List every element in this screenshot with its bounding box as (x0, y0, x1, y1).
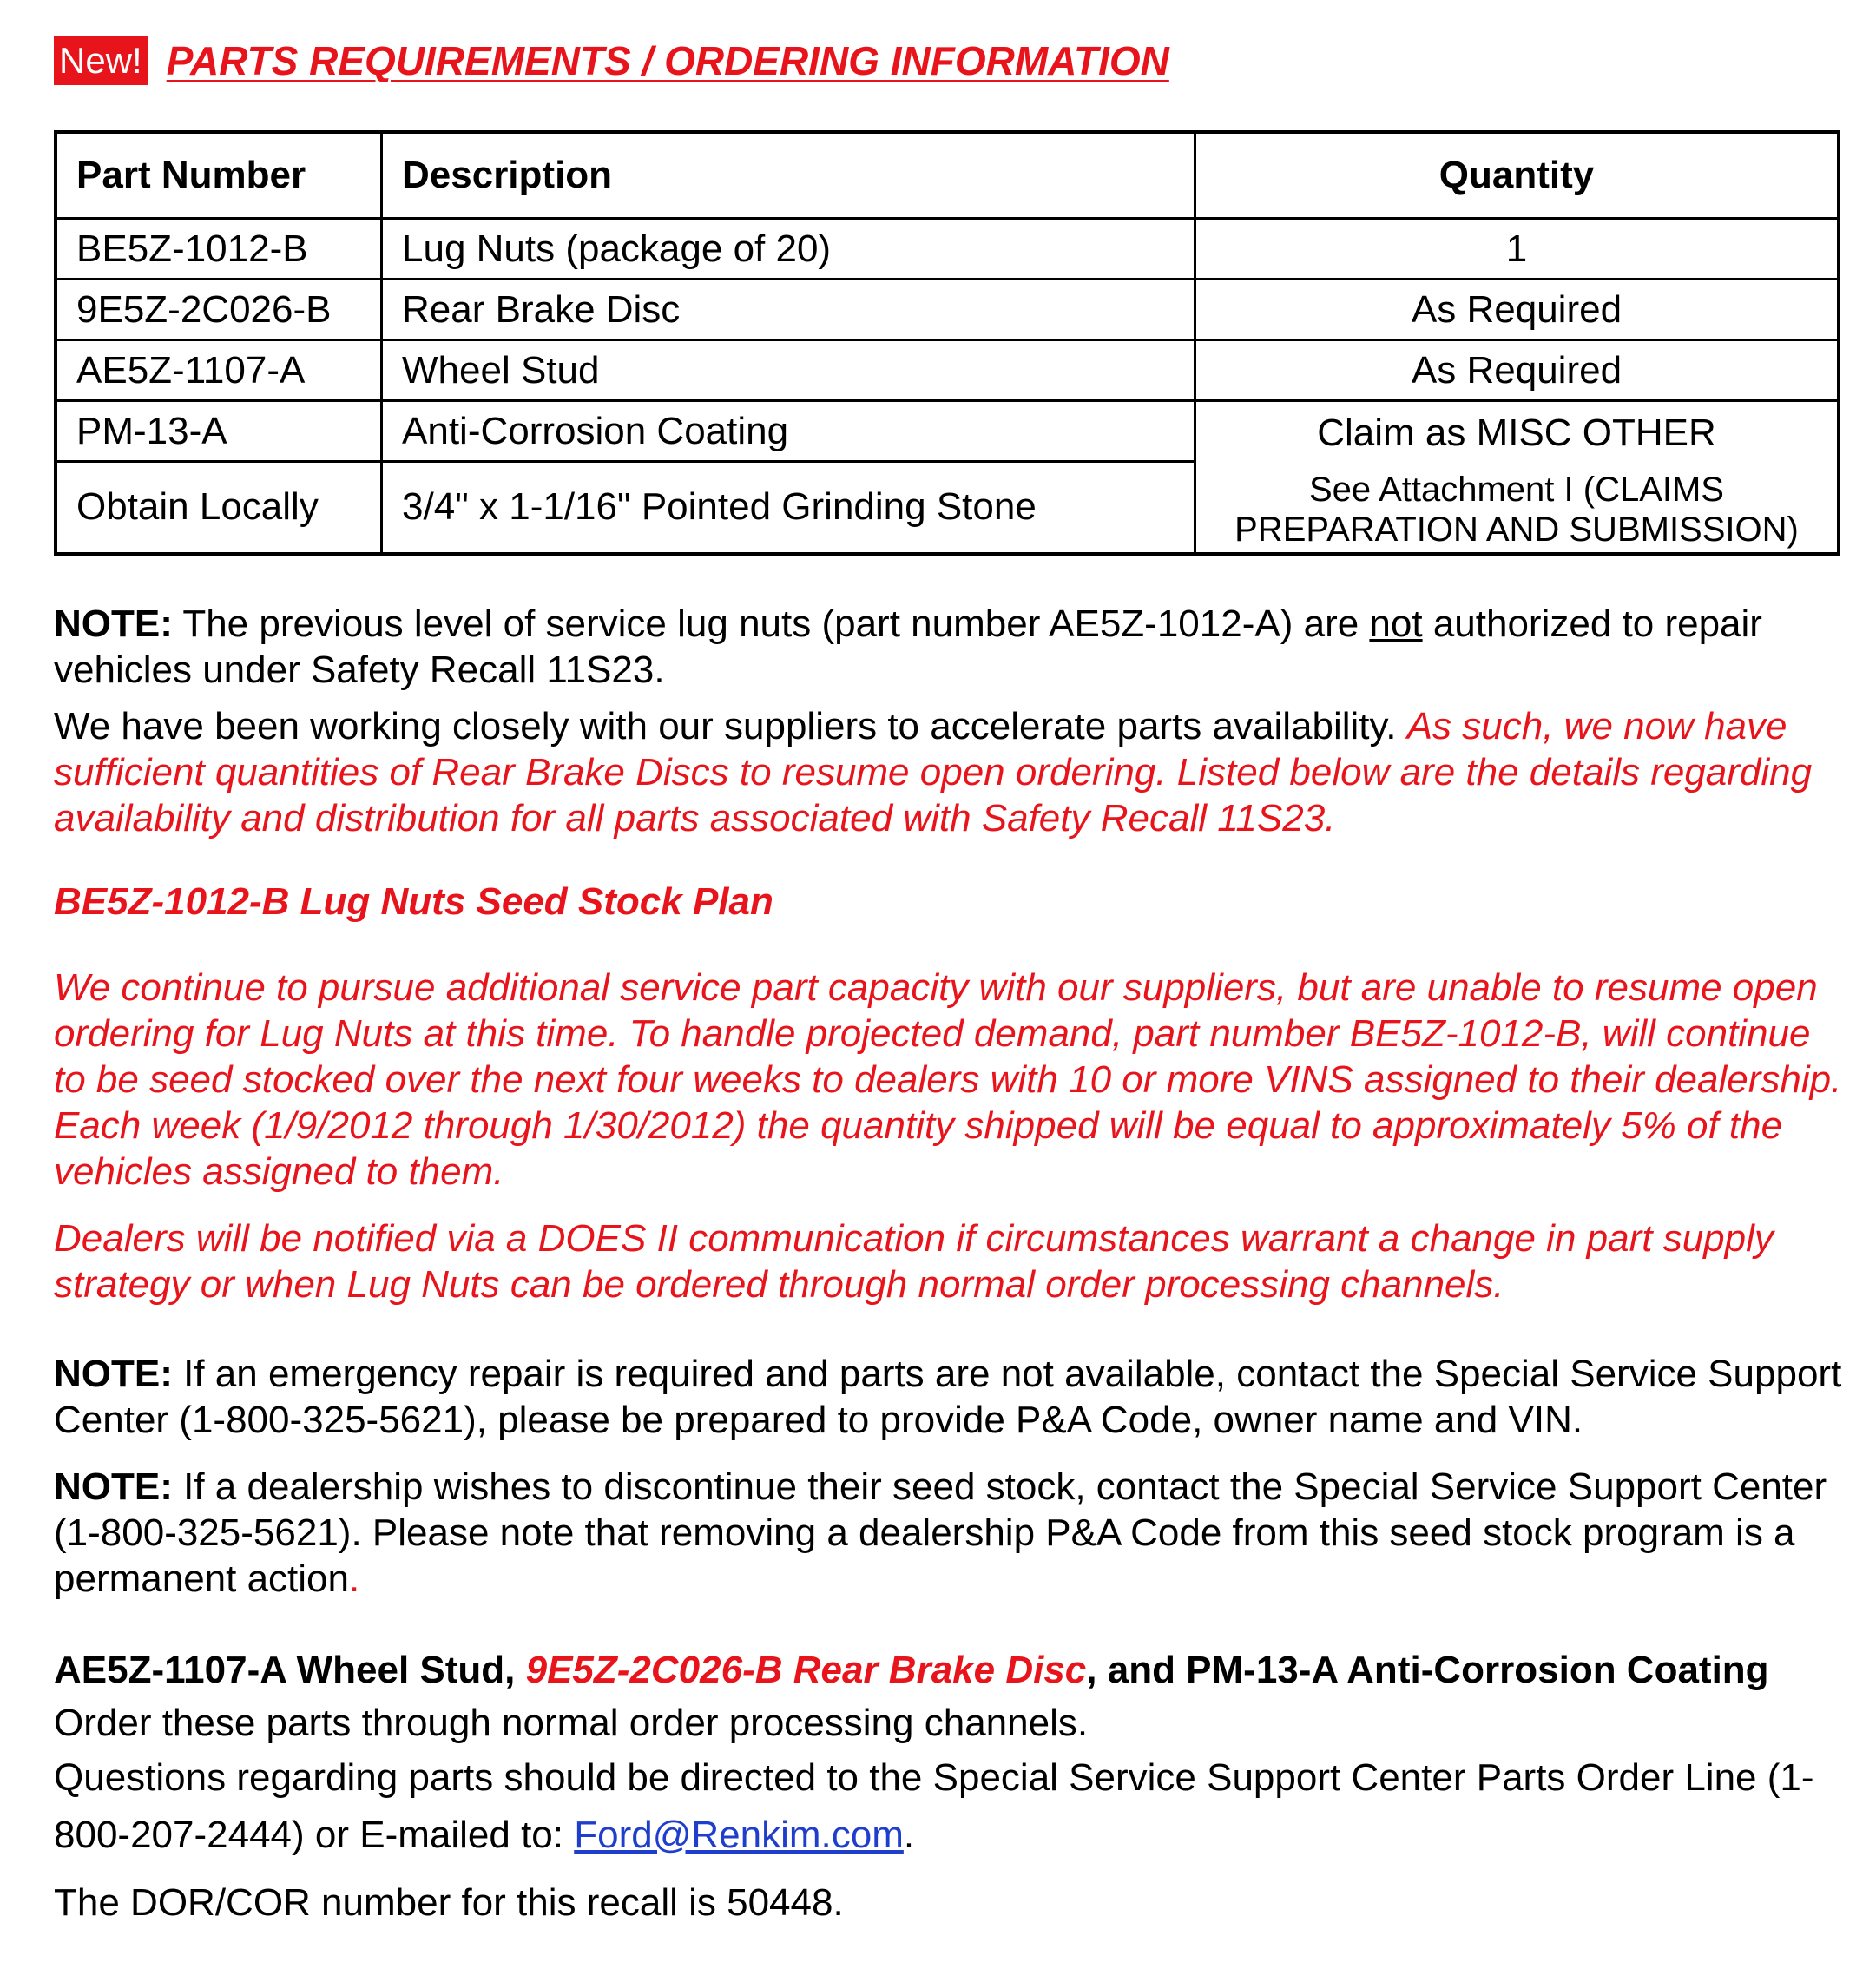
note-label: NOTE: (54, 602, 173, 645)
seed-stock-body: We continue to pursue additional service part capacity with our suppliers, but are unable to resume open ordering for Lug Nuts at this time. To handle projected demand, part number BE5Z-1012-B, will continue to be seed stocked over the next four weeks to dealers with 10 or more VINS assigned to their dealership. Each week (1/9/2012 through 1/30/2012) the quantity shipped will be equal to approximately 5% of the vehicles assigned to them. (54, 965, 1842, 1193)
dor-cor-number: The DOR/COR number for this recall is 50448. (54, 1880, 844, 1924)
note-previous-lug-nuts (54, 601, 1842, 693)
header-quantity: Quantity (1195, 132, 1840, 219)
questions-period: . (903, 1813, 915, 1856)
misc-claim-text: Claim as MISC OTHER (1317, 412, 1716, 454)
description-cell: Lug Nuts (package of 20) (382, 219, 1195, 280)
table-row (56, 280, 1839, 340)
part-number-cell: 9E5Z-2C026-B (56, 280, 382, 340)
quantity-misc-cell (1195, 401, 1840, 554)
stud-title-part2: , and PM-13-A Anti-Corrosion Coating (1086, 1648, 1769, 1691)
note-text: authorized to repair vehicles under Safety Recall 11S23. (54, 602, 1762, 691)
description-cell: Anti-Corrosion Coating (382, 401, 1195, 462)
note-period: . (349, 1557, 360, 1600)
description-cell: Wheel Stud (382, 340, 1195, 401)
note-text: The previous level of service lug nuts (part number AE5Z-1012-A) are (172, 602, 1370, 645)
section-header (54, 35, 1842, 87)
note-discontinue-seed-stock (54, 1464, 1842, 1602)
new-badge: New! (54, 36, 148, 85)
part-number-cell: AE5Z-1107-A (56, 340, 382, 401)
note-emergency-repair (54, 1351, 1842, 1443)
seed-stock-title: BE5Z-1012-B Lug Nuts Seed Stock Plan (54, 879, 773, 923)
part-number-cell: Obtain Locally (56, 462, 382, 554)
stud-title-red: 9E5Z-2C026-B Rear Brake Disc (525, 1648, 1087, 1691)
description-cell: 3/4" x 1-1/16" Pointed Grinding Stone (382, 462, 1195, 554)
availability-red-text: As such, we now have sufficient quantities of Rear Brake Discs to resume open ordering. Listed below are the details regarding availability and distribution for all parts associated with Safety Recall 11S23. (54, 704, 1813, 840)
stud-section-title (54, 1647, 1842, 1693)
section-title: PARTS REQUIREMENTS / ORDERING INFORMATION (166, 38, 1169, 83)
quantity-cell: 1 (1195, 219, 1840, 280)
parts-table (54, 130, 1840, 556)
part-number-cell: PM-13-A (56, 401, 382, 462)
note-text: If a dealership wishes to discontinue their seed stock, contact the Special Service Support Center (1-800-325-5621). Please note that removing a dealership P&A Code from this seed stock program is a permanent action (54, 1465, 1827, 1600)
table-row (56, 401, 1839, 462)
questions-text: Questions regarding parts should be directed to the Special Service Support Center Parts Order Line (1-800-207-2444) or E-mailed to: (54, 1755, 1814, 1856)
document-page (54, 35, 1842, 1926)
attachment-ref-line2: PREPARATION AND SUBMISSION) (1234, 510, 1799, 549)
table-header-row (56, 132, 1839, 219)
order-instructions: Order these parts through normal order processing channels. (54, 1701, 1089, 1744)
note-underlined-word: not (1369, 602, 1423, 645)
header-part-number: Part Number (56, 132, 382, 219)
availability-paragraph (54, 703, 1842, 841)
availability-text: We have been working closely with our suppliers to accelerate parts availability. (54, 704, 1407, 747)
dealers-notice: Dealers will be notified via a DOES II communication if circumstances warrant a change in part supply strategy or when Lug Nuts can be ordered through normal order processing channels. (54, 1216, 1774, 1306)
part-number-cell: BE5Z-1012-B (56, 219, 382, 280)
table-row (56, 340, 1839, 401)
email-link[interactable]: Ford@Renkim.com (574, 1813, 904, 1856)
questions-paragraph (54, 1749, 1842, 1864)
header-description: Description (382, 132, 1195, 219)
attachment-ref-line1: See Attachment I (CLAIMS (1309, 471, 1724, 509)
quantity-cell: As Required (1195, 280, 1840, 340)
table-row (56, 219, 1839, 280)
description-cell: Rear Brake Disc (382, 280, 1195, 340)
note-label: NOTE: (54, 1465, 173, 1508)
quantity-cell: As Required (1195, 340, 1840, 401)
note-label: NOTE: (54, 1352, 173, 1395)
note-text: If an emergency repair is required and parts are not available, contact the Special Service Support Center (1-800-325-5621), please be prepared to provide P&A Code, owner name and VIN. (54, 1352, 1842, 1441)
stud-title-part1: AE5Z-1107-A Wheel Stud, (54, 1648, 526, 1691)
